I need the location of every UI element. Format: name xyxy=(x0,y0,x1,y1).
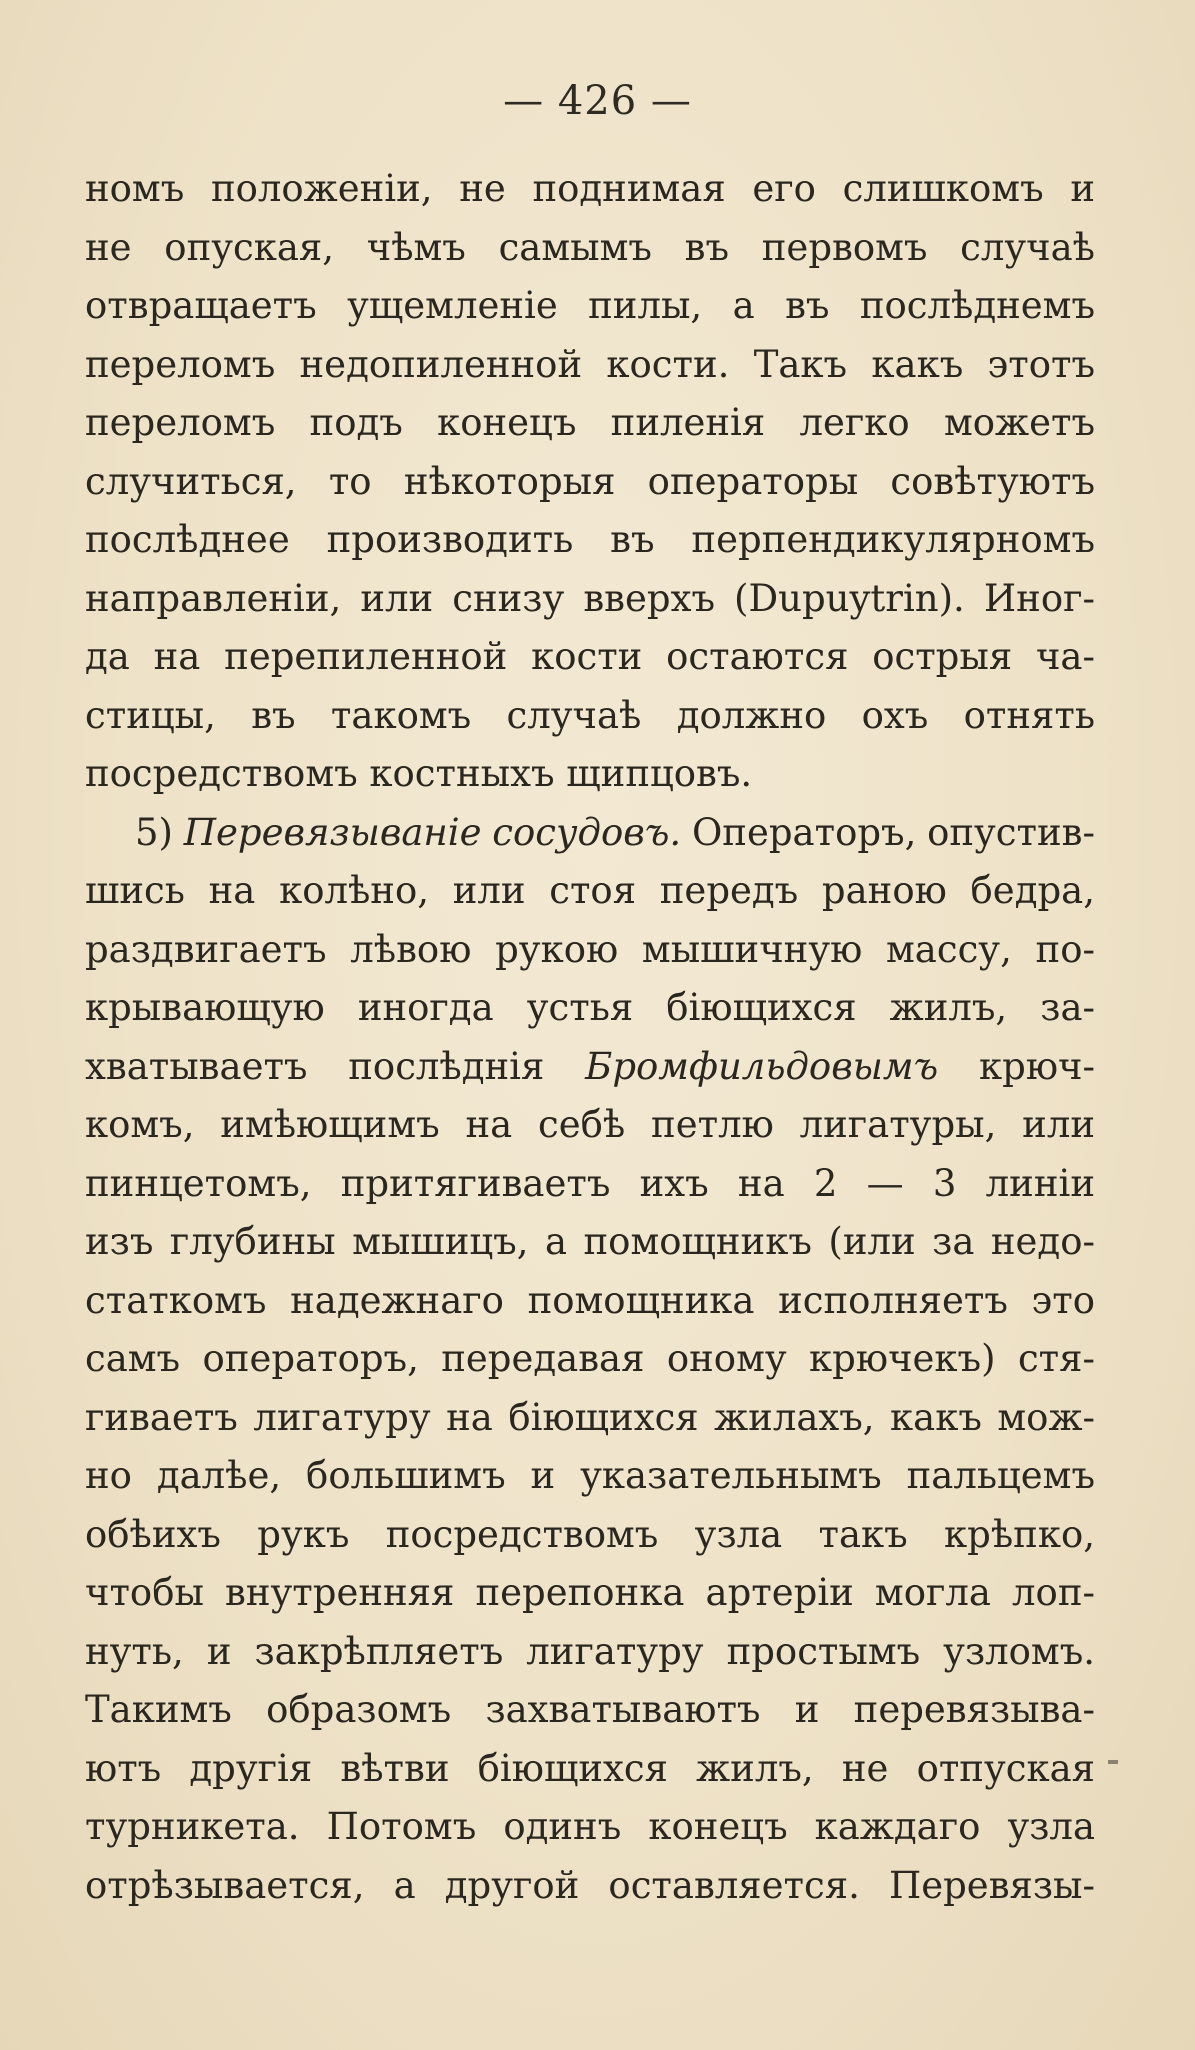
text-line: стицы, въ такомъ случаѣ должно охъ отнять xyxy=(85,693,1095,737)
text-line: отвращаетъ ущемленiе пилы, а въ послѣднемъ xyxy=(85,284,1095,327)
text-line: посредствомъ костныхъ щипцовъ. xyxy=(85,752,753,795)
text-line: изъ глубины мышицъ, а помощникъ (или за недо- xyxy=(85,1220,1095,1263)
text-line xyxy=(85,1038,1095,1097)
text-line: крывающую иногда устья бiющихся жилъ, за- xyxy=(85,986,1095,1029)
text-line: ютъ другiя вѣтви бiющихся жилъ, не отпуская xyxy=(85,1746,1095,1790)
text-line: нуть, и закрѣпляетъ лигатуру простымъ узломъ. xyxy=(85,1629,1095,1673)
stray-ink-mark xyxy=(1108,1760,1118,1764)
text-line: гиваетъ лигатуру на бiющихся жилахъ, какъ мож- xyxy=(85,1395,1095,1439)
text-line: переломъ недопиленной кости. Такъ какъ этотъ xyxy=(85,342,1095,386)
italic-term: Бромфильдовымъ xyxy=(585,1044,939,1088)
text-line: отрѣзывается, а другой оставляется. Перевязы- xyxy=(85,1863,1095,1907)
text-line: номъ положенiи, не поднимая его слишкомъ и xyxy=(85,167,1095,210)
text-line: обѣихъ рукъ посредствомъ узла такъ крѣпко, xyxy=(85,1512,1095,1556)
text-segment: крюч- xyxy=(938,1044,1095,1088)
text-line: но далѣе, большимъ и указательнымъ пальцемъ xyxy=(85,1454,1095,1497)
body-text xyxy=(85,160,1095,1915)
text-line xyxy=(85,804,1095,863)
text-line: переломъ подъ конецъ пиленiя легко можетъ xyxy=(85,401,1095,444)
text-line: турникета. Потомъ одинъ конецъ каждаго узла xyxy=(85,1805,1095,1848)
text-line: да на перепиленной кости остаются острыя ча- xyxy=(85,635,1095,678)
text-line: шись на колѣно, или стоя передъ раною бедра, xyxy=(85,869,1095,912)
text-line: пинцетомъ, притягиваетъ ихъ на 2 — 3 линiи xyxy=(85,1161,1095,1205)
text-line: статкомъ надежнаго помощника исполняетъ это xyxy=(85,1278,1095,1322)
text-line: послѣднее производить въ перпендикулярномъ xyxy=(85,518,1095,561)
text-segment: хватываетъ послѣднiя xyxy=(85,1044,586,1088)
italic-term: Перевязыванiе сосудовъ. xyxy=(183,810,682,854)
text-segment: 5) xyxy=(135,810,184,854)
text-line: самъ операторъ, передавая оному крючекъ) стя- xyxy=(85,1337,1095,1380)
text-line: Такимъ образомъ захватываютъ и перевязыва- xyxy=(85,1688,1095,1731)
text-segment: Операторъ, опустив- xyxy=(681,810,1095,854)
text-line: не опуская, чѣмъ самымъ въ первомъ случаѣ xyxy=(85,225,1095,269)
page-number: — 426 — xyxy=(503,78,692,124)
text-line: чтобы внутренняя перепонка артерiи могла лоп- xyxy=(85,1571,1095,1614)
text-line: раздвигаетъ лѣвою рукою мышичную массу, по- xyxy=(85,927,1095,971)
text-line: комъ, имѣющимъ на себѣ петлю лигатуры, или xyxy=(85,1103,1095,1146)
text-line: направленiи, или снизу вверхъ (Dupuytrin). Иног- xyxy=(85,576,1095,620)
text-line: случиться, то нѣкоторыя операторы совѣтуютъ xyxy=(85,459,1095,503)
